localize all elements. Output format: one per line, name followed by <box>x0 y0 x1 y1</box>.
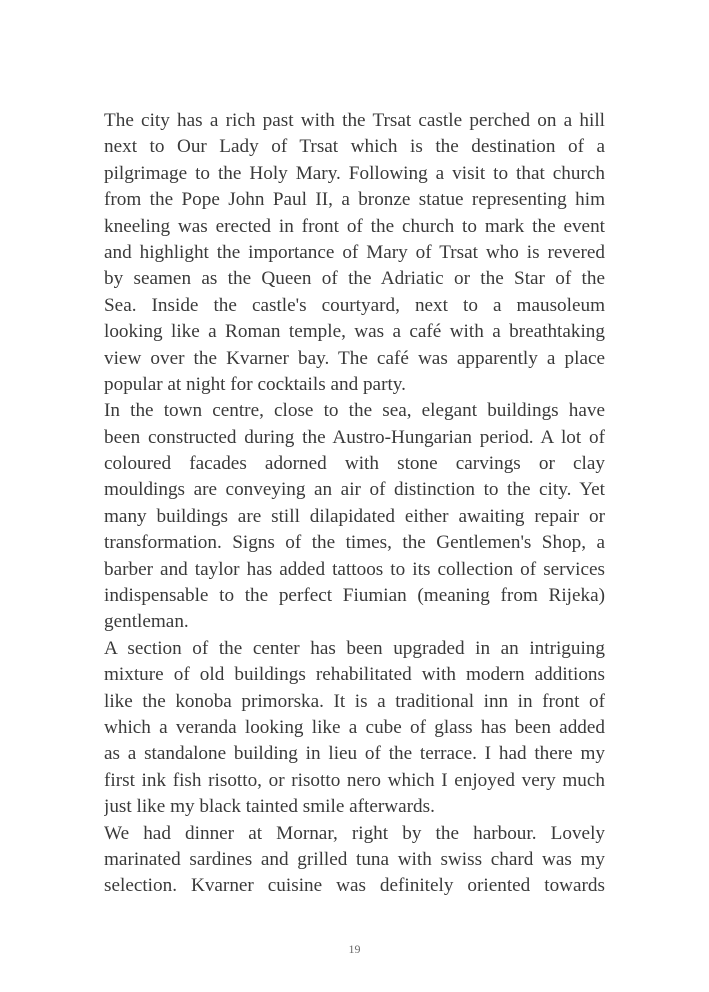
body-text <box>104 108 605 900</box>
text-line: first ink fish risotto, or risotto nero which I enjoyed very much <box>104 769 605 791</box>
text-line: A section of the center has been upgraded in an intriguing <box>104 637 605 659</box>
text-line: marinated sardines and grilled tuna with swiss chard was my <box>104 848 605 870</box>
text-line: been constructed during the Austro-Hungarian period. A lot of <box>104 426 605 448</box>
text-line: by seamen as the Queen of the Adriatic or the Star of the <box>104 268 605 290</box>
text-line: In the town centre, close to the sea, elegant buildings have <box>104 400 605 422</box>
text-line: selection. Kvarner cuisine was definitely oriented towards <box>104 875 605 897</box>
text-line: which a veranda looking like a cube of glass has been added <box>104 716 605 738</box>
text-line: and highlight the importance of Mary of Trsat who is revered <box>104 241 605 263</box>
text-line: looking like a Roman temple, was a café with a breathtaking <box>104 321 605 343</box>
paragraph-konoba-primorska <box>104 636 605 821</box>
text-line: coloured facades adorned with stone carvings or clay <box>104 453 605 475</box>
text-line: view over the Kvarner bay. The café was apparently a place <box>104 347 605 369</box>
paragraph-trsat-castle <box>104 108 605 398</box>
paragraph-town-centre <box>104 398 605 636</box>
text-line: We had dinner at Mornar, right by the harbour. Lovely <box>104 822 605 844</box>
text-line: next to Our Lady of Trsat which is the destination of a <box>104 136 605 158</box>
text-line: mixture of old buildings rehabilitated with modern additions <box>104 664 605 686</box>
page-number: 19 <box>348 942 361 956</box>
text-line: like the konoba primorska. It is a traditional inn in front of <box>104 690 605 712</box>
text-line: just like my black tainted smile afterwards. <box>104 796 435 818</box>
text-line: The city has a rich past with the Trsat castle perched on a hill <box>104 110 605 131</box>
text-line: many buildings are still dilapidated either awaiting repair or <box>104 505 605 527</box>
text-line: mouldings are conveying an air of distinction to the city. Yet <box>104 479 605 501</box>
text-line: gentleman. <box>104 611 189 633</box>
text-line: indispensable to the perfect Fiumian (meaning from Rijeka) <box>104 585 605 607</box>
text-line: from the Pope John Paul II, a bronze statue representing him <box>104 189 605 211</box>
text-line: pilgrimage to the Holy Mary. Following a visit to that church <box>104 162 605 184</box>
text-line: Sea. Inside the castle's courtyard, next to a mausoleum <box>104 294 605 316</box>
text-line: barber and taylor has added tattoos to its collection of services <box>104 558 605 580</box>
text-line: as a standalone building in lieu of the terrace. I had there my <box>104 743 605 765</box>
paragraph-mornar-dinner <box>104 821 605 900</box>
text-line: kneeling was erected in front of the church to mark the event <box>104 215 605 237</box>
text-line: popular at night for cocktails and party. <box>104 373 406 395</box>
text-line: transformation. Signs of the times, the Gentlemen's Shop, a <box>104 532 605 554</box>
